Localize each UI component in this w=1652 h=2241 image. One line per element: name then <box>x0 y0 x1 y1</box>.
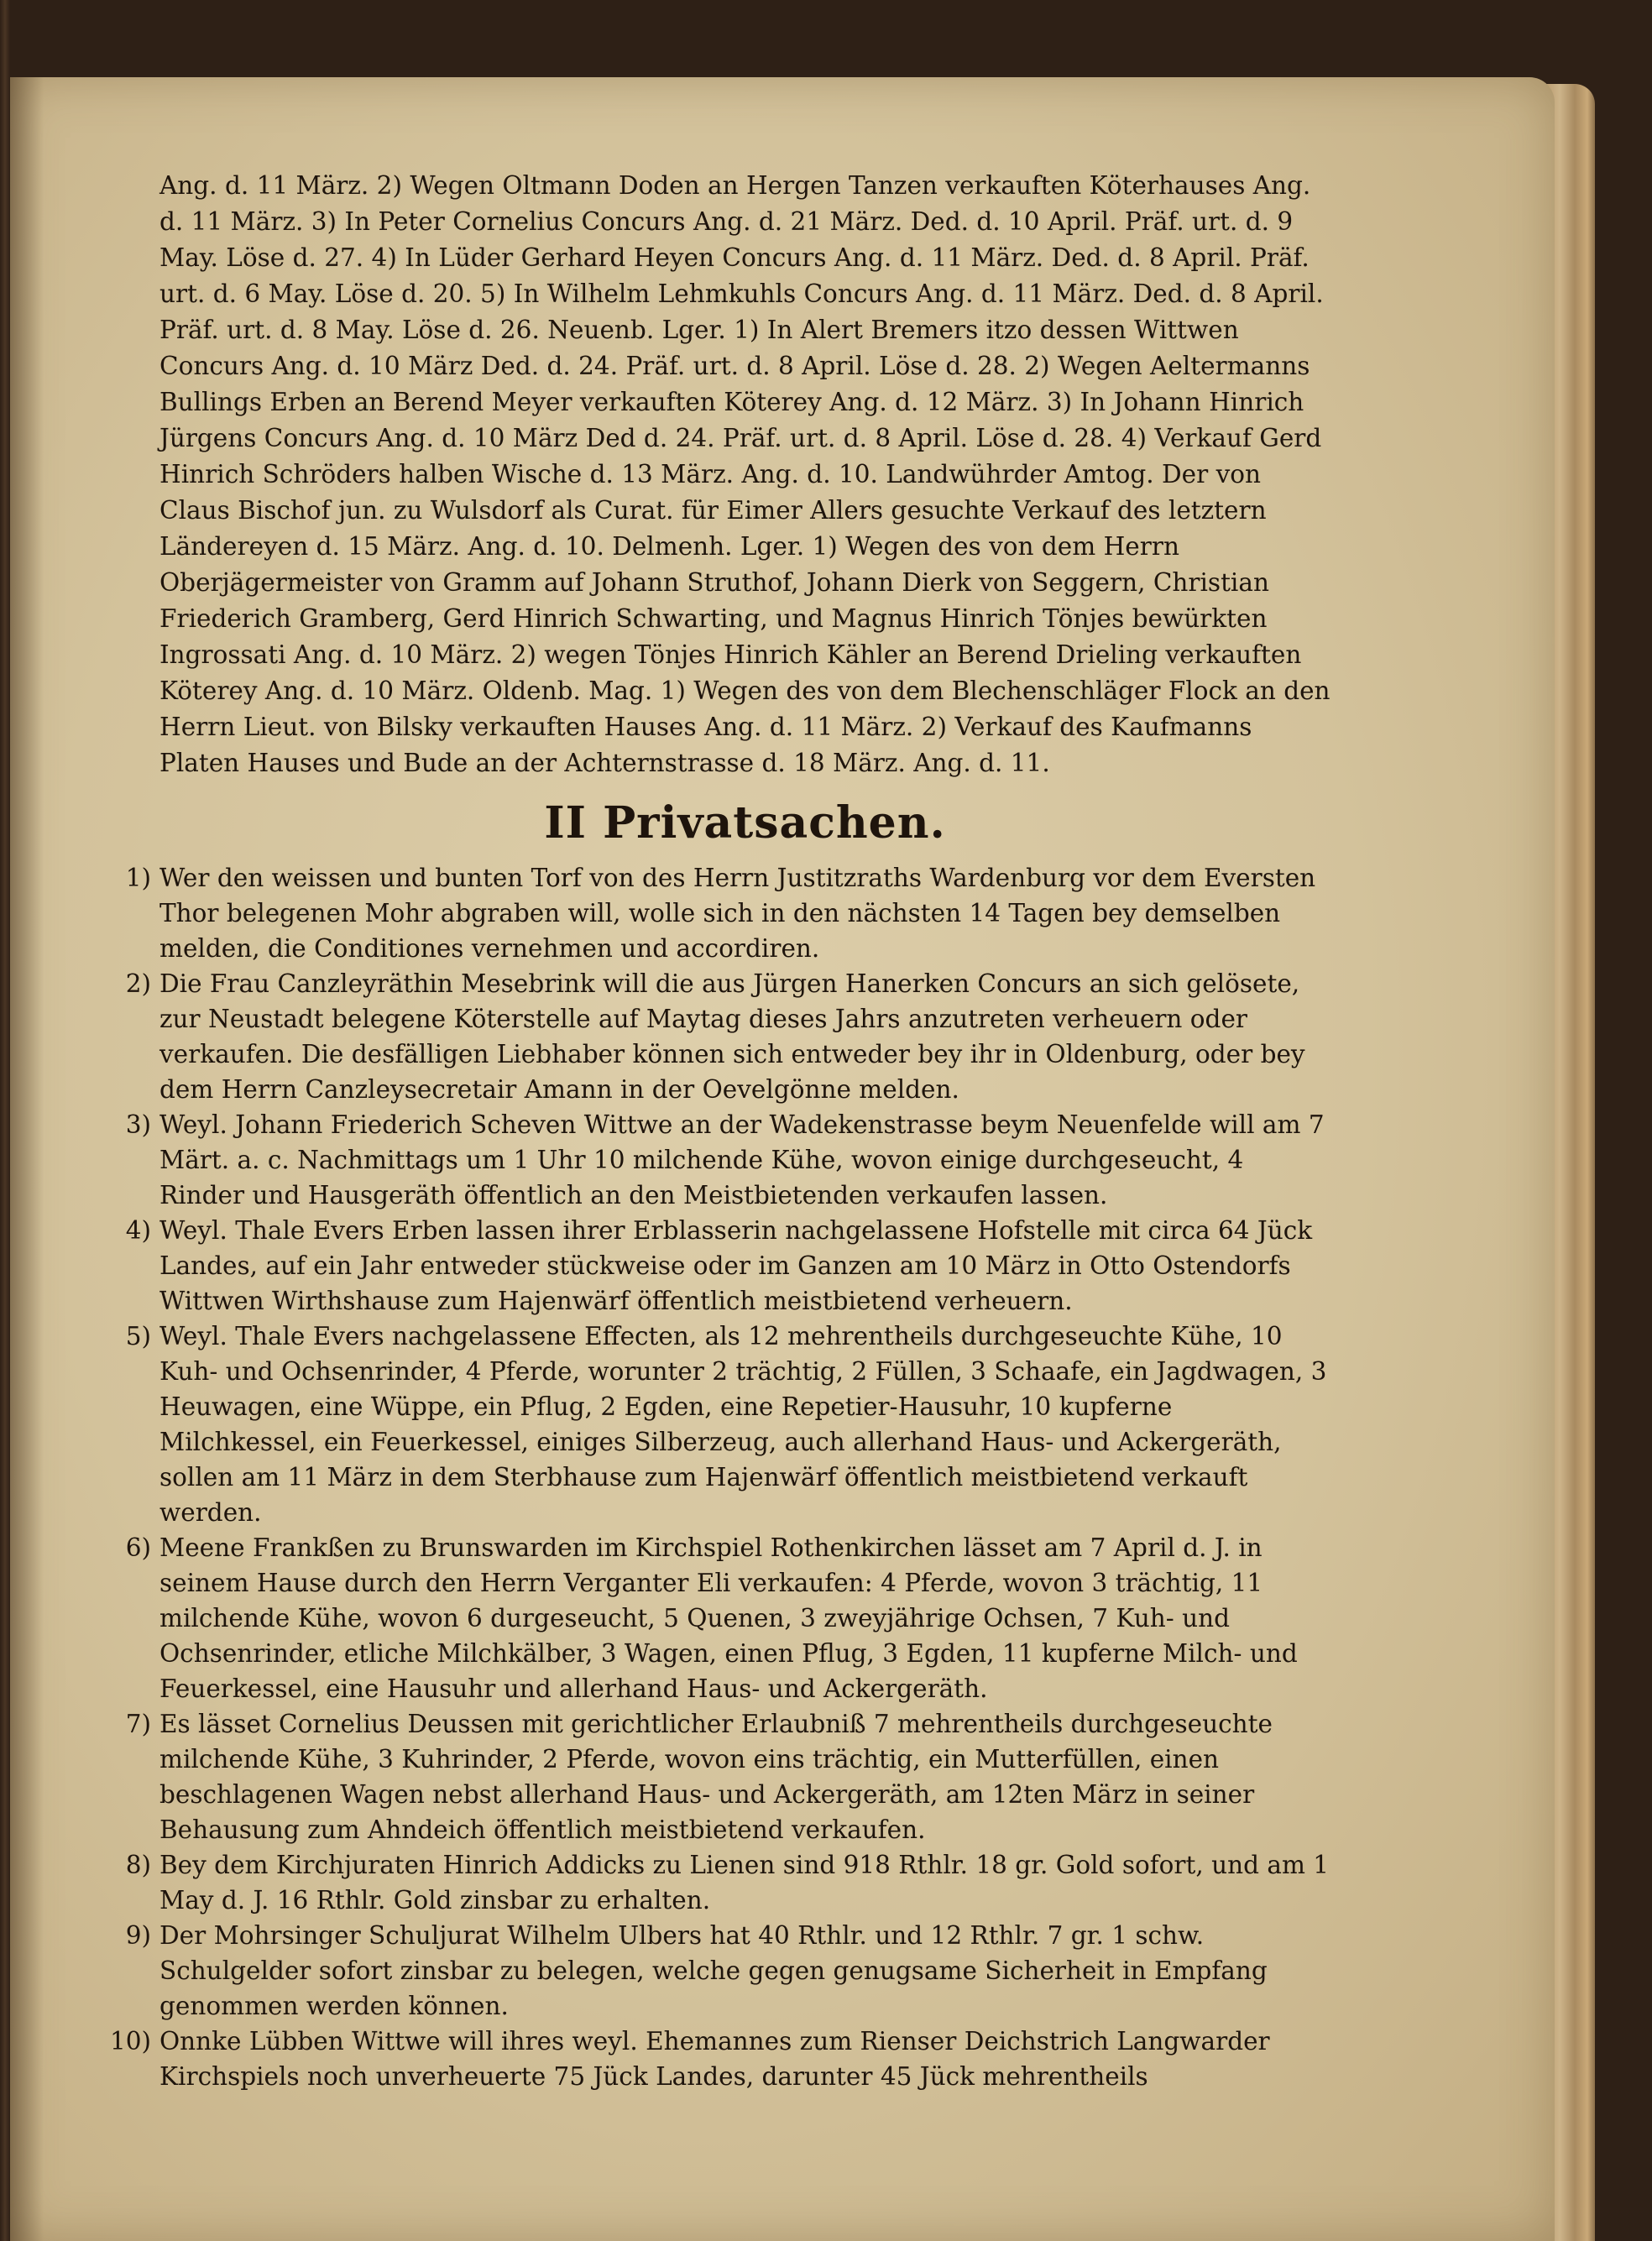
item-text: Onnke Lübben Wittwe will ihres weyl. Ehemannes zum Rienser Deichstrich Langwarder Kirchspiels noch unverheuerte 75 Jück Landes, darunter 45 Jück mehrentheils <box>159 2027 1270 2091</box>
item-number: 10) <box>109 2027 151 2056</box>
list-item <box>125 1319 1330 1530</box>
item-text: Die Frau Canzleyräthin Mesebrink will die aus Jürgen Hanerken Concurs an sich gelösete, zur Neustadt belegene Köterstelle auf Maytag dieses Jahrs anzutreten verheuern oder verkaufen. Die desfälligen Liebhaber können sich entweder bey ihr in Oldenburg, oder bey dem Herrn Canzleysecretair Amann in der Oevelgönne melden. <box>159 969 1305 1104</box>
list-item <box>125 860 1330 966</box>
list-item <box>125 1706 1330 1847</box>
item-number: 9) <box>125 1921 151 1950</box>
item-number: 2) <box>125 969 151 998</box>
item-text: Wer den weissen und bunten Torf von des Herrn Justitzraths Wardenburg vor dem Eversten Thor belegenen Mohr abgraben will, wolle sich in den nächsten 14 Tagen bey demselben melden, die Conditiones vernehmen und accordiren. <box>159 864 1316 963</box>
item-text: Meene Frankßen zu Brunswarden im Kirchspiel Rothenkirchen lässet am 7 April d. J. in seinem Hause durch den Herrn Verganter Eli verkaufen: 4 Pferde, wovon 3 trächtig, 11 milchende Kühe, wovon 6 durgeseucht, 5 Quenen, 3 zweyjährige Ochsen, 7 Kuh- und Ochsenrinder, etliche Milchkälber, 3 Wagen, einen Pflug, 3 Egden, 11 kupferne Milch- und Feuerkessel, eine Hausuhr und allerhand Haus- und Ackergeräth. <box>159 1533 1298 1703</box>
item-text: Der Mohrsinger Schuljurat Wilhelm Ulbers hat 40 Rthlr. und 12 Rthlr. 7 gr. 1 schw. Schulgelder sofort zinsbar zu belegen, welche gegen genugsame Sicherheit in Empfang genommen werden können. <box>159 1921 1268 2020</box>
item-number: 8) <box>125 1851 151 1879</box>
intro-paragraph: Ang. d. 11 März. 2) Wegen Oltmann Doden an Hergen Tanzen verkauften Köterhauses Ang. d. 11 März. 3) In Peter Cornelius Concurs Ang. d. 21 März. Ded. d. 10 April. Präf. urt. d. 9 May. Löse d. 27. 4) In Lüder Gerhard Heyen Concurs Ang. d. 11 März. Ded. d. 8 April. Präf. urt. d. 6 May. Löse d. 20. 5) In Wilhelm Lehmkuhls Concurs Ang. d. 11 März. Ded. d. 8 April. Präf. urt. d. 8 May. Löse d. 26. Neuenb. Lger. 1) In Alert Bremers itzo dessen Wittwen Concurs Ang. d. 10 März Ded. d. 24. Präf. urt. d. 8 April. Löse d. 28. 2) Wegen Aeltermanns Bullings Erben an Berend Meyer verkauften Köterey Ang. d. 12 März. 3) In Johann Hinrich Jürgens Concurs Ang. d. 10 März Ded d. 24. Präf. urt. d. 8 April. Löse d. 28. 4) Verkauf Gerd Hinrich Schröders halben Wische d. 13 März. Ang. d. 10. Landwührder Amtog. Der von Claus Bischof jun. zu Wulsdorf als Curat. für Eimer Allers gesuchte Verkauf des letztern Ländereyen d. 15 März. Ang. d. 10. Delmenh. Lger. 1) Wegen des von dem Herrn Oberjägermeister von Gramm auf Johann Struthof, Johann Dierk von Seggern, Christian Friederich Gramberg, Gerd Hinrich Schwarting, und Magnus Hinrich Tönjes bewürkten Ingrossati Ang. d. 10 März. 2) wegen Tönjes Hinrich Kähler an Berend Drieling verkauften Köterey Ang. d. 10 März. Oldenb. Mag. 1) Wegen des von dem Blechenschläger Flock an den Herrn Lieut. von Bilsky verkauften Hauses Ang. d. 11 März. 2) Verkauf des Kaufmanns Platen Hauses und Bude an der Achternstrasse d. 18 März. Ang. d. 11. <box>159 171 1330 777</box>
list-item <box>125 1107 1330 1213</box>
page-content <box>109 168 1330 2094</box>
list-item <box>125 1847 1330 1918</box>
item-number: 3) <box>125 1110 151 1139</box>
item-number: 5) <box>125 1322 151 1350</box>
list-item <box>125 1918 1330 2024</box>
list-item <box>125 1213 1330 1319</box>
page-gutter-shadow <box>10 77 44 2241</box>
list-item <box>109 2024 1330 2094</box>
item-text: Es lässet Cornelius Deussen mit gerichtlicher Erlaubniß 7 mehrentheils durchgeseuchte milchende Kühe, 3 Kuhrinder, 2 Pferde, wovon eins trächtig, ein Mutterfüllen, einen beschlagenen Wagen nebst allerhand Haus- und Ackergeräth, am 12ten März in seiner Behausung zum Ahndeich öffentlich meistbietend verkaufen. <box>159 1710 1273 1844</box>
list-item <box>125 1530 1330 1706</box>
item-text: Weyl. Thale Evers Erben lassen ihrer Erblasserin nachgelassene Hofstelle mit circa 64 Jück Landes, auf ein Jahr entweder stückweise oder im Ganzen am 10 März in Otto Ostendorfs Wittwen Wirthshause zum Hajenwärf öffentlich meistbietend verheuern. <box>159 1216 1313 1315</box>
list-item <box>125 966 1330 1107</box>
entry-list <box>109 860 1330 2094</box>
item-text: Weyl. Johann Friederich Scheven Wittwe an der Wadekenstrasse beym Neuenfelde will am 7 Märt. a. c. Nachmittags um 1 Uhr 10 milchende Kühe, wovon einige durchgeseucht, 4 Rinder und Hausgeräth öffentlich an den Meistbietenden verkaufen lassen. <box>159 1110 1325 1209</box>
item-text: Weyl. Thale Evers nachgelassene Effecten, als 12 mehrentheils durchgeseuchte Kühe, 10 Kuh- und Ochsenrinder, 4 Pferde, worunter 2 trächtig, 2 Füllen, 3 Schaafe, ein Jagdwagen, 3 Heuwagen, eine Wüppe, ein Pflug, 2 Egden, eine Repetier-Hausuhr, 10 kupferne Milchkessel, ein Feuerkessel, einiges Silberzeug, auch allerhand Haus- und Ackergeräth, sollen am 11 März in dem Sterbhause zum Hajenwärf öffentlich meistbietend verkauft werden. <box>159 1322 1327 1527</box>
item-text: Bey dem Kirchjuraten Hinrich Addicks zu Lienen sind 918 Rthlr. 18 gr. Gold sofort, und am 1 May d. J. 16 Rthlr. Gold zinsbar zu erhalten. <box>159 1851 1330 1915</box>
item-number: 1) <box>125 864 151 892</box>
item-number: 6) <box>125 1533 151 1562</box>
section-heading: II Privatsachen. <box>544 797 946 849</box>
item-number: 4) <box>125 1216 151 1245</box>
item-number: 7) <box>125 1710 151 1738</box>
